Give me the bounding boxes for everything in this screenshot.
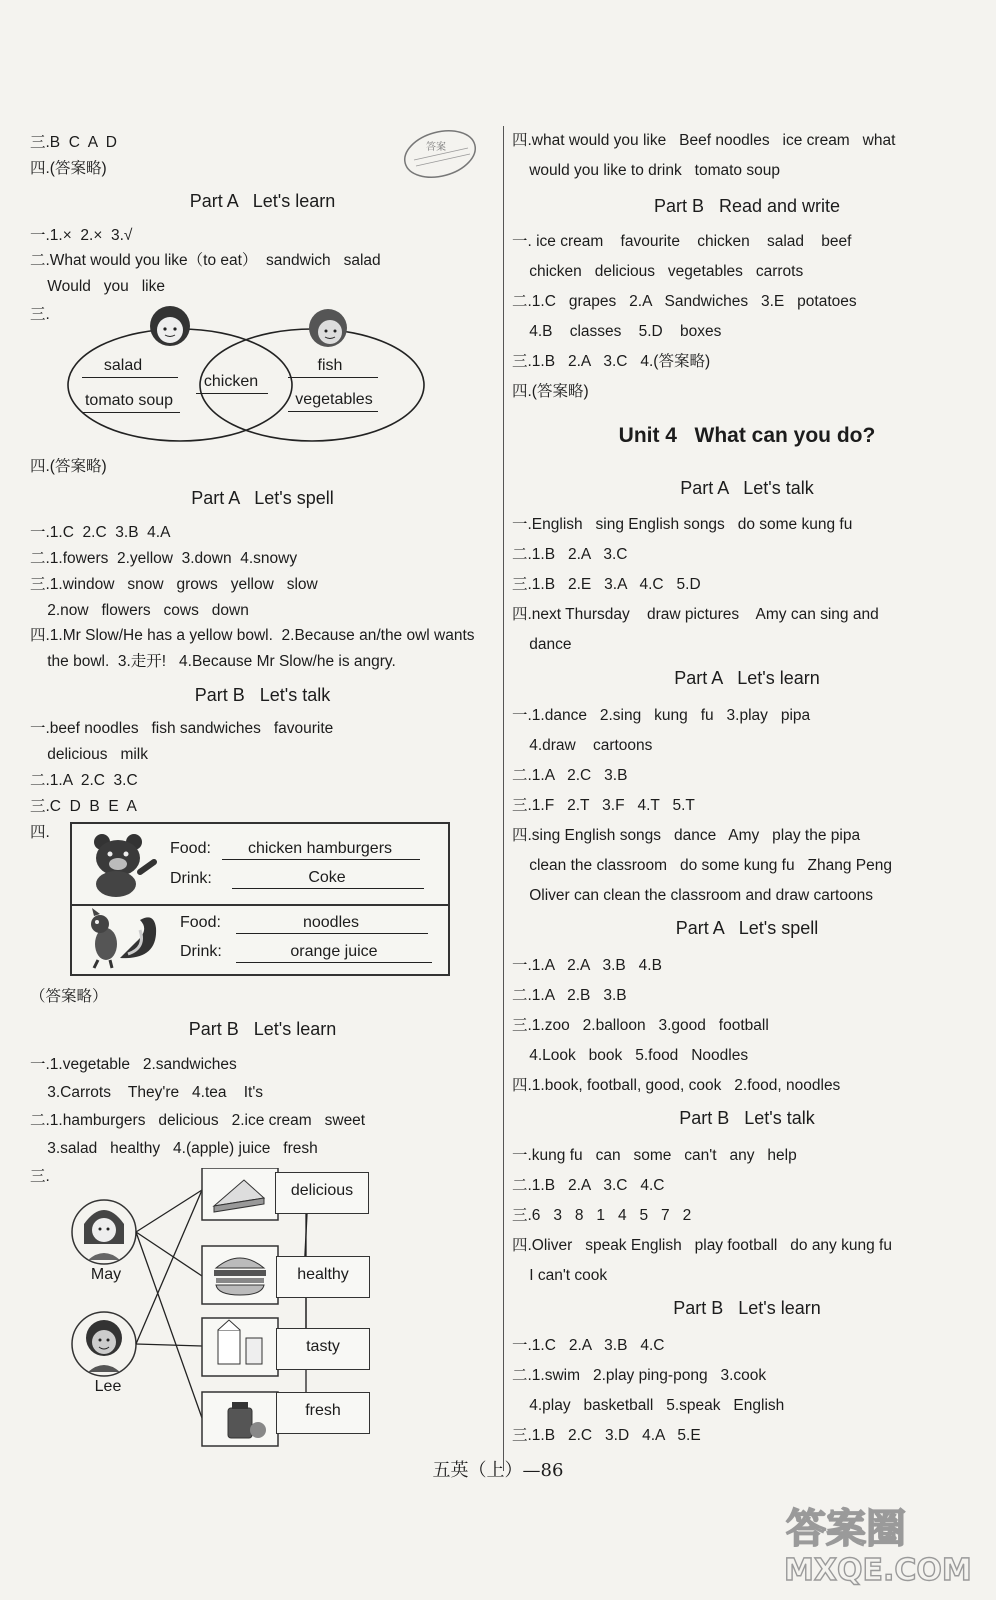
answer-line: Oliver can clean the classroom and draw cartoons [512,887,873,904]
word-box [276,1328,370,1370]
word-fresh: fresh [305,1402,341,1419]
word-box [276,1392,370,1434]
answer-line: 三.1.B 2.A 3.C 4.(答案略) [512,353,711,370]
section-heading: Part B Let's learn [188,1019,337,1039]
section-heading: Part A Let's learn [674,668,820,688]
answer-line: 二.1.B 2.A 3.C 4.C [512,1177,665,1194]
food-label: Food: [180,914,221,931]
answer-line: 一.kung fu can some can't any help [512,1147,797,1164]
venn-underline [82,412,180,413]
answer-line: dance [512,636,572,653]
drink-label: Drink: [170,870,212,887]
watermark-url: MXQE.COM [784,1553,972,1588]
food-answer: chicken hamburgers [247,840,393,857]
person-name: Lee [94,1378,122,1395]
answer-line: 一.1.C 2.C 3.B 4.A [30,524,171,541]
answer-line: 二.1.C grapes 2.A Sandwiches 3.E potatoes [512,293,857,310]
venn-right-bottom: vegetables [295,391,373,408]
venn-underline [196,393,268,394]
venn-underline [82,377,178,378]
matching-diagram [68,1168,428,1458]
boy-lee-icon [86,1320,122,1372]
table-row [72,906,448,972]
venn-left-bottom: tomato soup [84,392,174,409]
answer-line: 四.sing English songs dance Amy play the pipa [512,827,861,844]
answer-line: chicken delicious vegetables carrots [512,263,804,280]
section-heading: Part A Let's spell [675,918,819,938]
answer-line: 四.1.Mr Slow/He has a yellow bowl. 2.Because an/the owl wants [30,627,475,644]
food-label: Food: [170,840,211,857]
answer-line: 二.1.A 2.C 3.C [30,772,138,789]
girl-avatar-icon [150,306,190,346]
answer-line: 四.1.book, football, good, cook 2.food, noodles [512,1077,841,1094]
venn-middle: chicken [203,373,259,390]
answer-line: 一.1.C 2.A 3.B 4.C [512,1337,665,1354]
table-row [72,824,448,906]
answer-underline [236,933,428,934]
answer-line: 二.1.fowers 2.yellow 3.down 4.snowy [30,550,298,567]
word-box [275,1172,369,1214]
girl-may-icon [84,1210,124,1260]
answer-line: 三.6 3 8 1 4 5 7 2 [512,1207,692,1224]
answer-line: （答案略） [30,988,108,1005]
section-heading: Part B Read and write [653,196,841,216]
answer-line: 四.(答案略) [30,458,107,475]
answer-line: 四. [30,824,50,841]
answer-line: 一. ice cream favourite chicken salad beef [512,233,852,250]
answer-line: 二.1.B 2.A 3.C [512,546,628,563]
answer-line: 四.what would you like Beef noodles ice cream what [512,132,896,149]
answer-line: 一.1.vegetable 2.sandwiches [30,1056,237,1073]
section-heading: Part B Let's talk [679,1108,815,1128]
answer-line: 3.Carrots They're 4.tea It's [30,1084,264,1101]
answer-line: 三.1.zoo 2.balloon 3.good football [512,1017,769,1034]
answer-line: 三.1.B 2.E 3.A 4.C 5.D [512,576,701,593]
answer-line: 一.1.dance 2.sing kung fu 3.play pipa [512,707,811,724]
word-box [276,1256,370,1298]
section-heading: Part A Let's learn [189,191,336,211]
answer-line: 4.draw cartoons [512,737,653,754]
venn-right-top: fish [317,357,343,374]
answer-line: 四.Oliver speak English play football do any kung fu [512,1237,892,1254]
answer-line: 三. [30,306,50,323]
venn-left-top: salad [103,357,143,374]
unit-title: Unit 4 What can you do? [618,424,876,447]
answer-line: 二.1.swim 2.play ping-pong 3.cook [512,1367,767,1384]
boy-avatar-icon [309,309,347,347]
answer-line: 三.C D B E A [30,798,137,815]
answer-line: 二.1.A 2.C 3.B [512,767,628,784]
stamp-seal [390,118,490,190]
section-heading: Part A Let's spell [191,488,334,508]
answer-line: 三.B C A D [30,134,117,151]
answer-line: 三.1.window snow grows yellow slow [30,576,318,593]
answer-line: 一.1.× 2.× 3.√ [30,227,133,244]
word-healthy: healthy [297,1266,349,1283]
column-divider [503,126,504,1471]
venn-underline [288,377,378,378]
answer-line: 3.salad healthy 4.(apple) juice fresh [30,1140,318,1157]
answer-underline [222,859,420,860]
venn-underline [288,411,378,412]
answer-line: 二.1.hamburgers delicious 2.ice cream sweet [30,1112,366,1129]
food-answer: noodles [302,914,360,931]
answer-line: 一.1.A 2.A 3.B 4.B [512,957,662,974]
food-drink-table [70,822,450,976]
squirrel-icon [80,908,164,970]
answer-underline [232,888,424,889]
person-name: May [90,1266,122,1283]
watermark-text: 答案圈 [786,1506,906,1552]
page-footer: 五英（上）—86 [432,1460,564,1481]
answer-line: would you like to drink tomato soup [512,162,780,179]
section-heading: Part B Let's learn [673,1298,821,1318]
answer-line: 4.B classes 5.D boxes [512,323,722,340]
svg-text:答案: 答案 [426,142,446,153]
answer-underline [236,962,432,963]
answer-line: clean the classroom do some kung fu Zhang Peng [512,857,892,874]
answer-line: 4.Look book 5.food Noodles [512,1047,749,1064]
answer-line: the bowl. 3.走开! 4.Because Mr Slow/he is angry. [30,653,396,670]
bear-icon [80,832,160,898]
answer-line: delicious milk [30,746,149,763]
answer-line: I can't cook [512,1267,608,1284]
answer-line: 四.next Thursday draw pictures Amy can sing and [512,606,879,623]
answer-line: 一.beef noodles fish sandwiches favourite [30,720,334,737]
answer-line: 三.1.F 2.T 3.F 4.T 5.T [512,797,695,814]
word-tasty: tasty [306,1338,340,1355]
answer-line: 二.1.A 2.B 3.B [512,987,627,1004]
answer-line: 四.(答案略) [512,383,589,400]
answer-line: 4.play basketball 5.speak English [512,1397,785,1414]
drink-label: Drink: [180,943,222,960]
answer-line: 二.What would you like（to eat） sandwich salad [30,252,381,269]
watermark-logo [768,1496,978,1588]
answer-line: 三.1.B 2.C 3.D 4.A 5.E [512,1427,701,1444]
answer-line: 三. [30,1168,50,1185]
answer-line: 2.now flowers cows down [30,602,249,619]
word-delicious: delicious [290,1182,354,1199]
drink-answer: Coke [308,869,346,886]
answer-line: Would you like [30,278,165,295]
drink-answer: orange juice [290,943,378,960]
section-heading: Part A Let's talk [680,478,814,498]
answer-line: 四.(答案略) [30,160,107,177]
section-heading: Part B Let's talk [194,685,331,705]
answer-line: 一.English sing English songs do some kung fu [512,516,853,533]
